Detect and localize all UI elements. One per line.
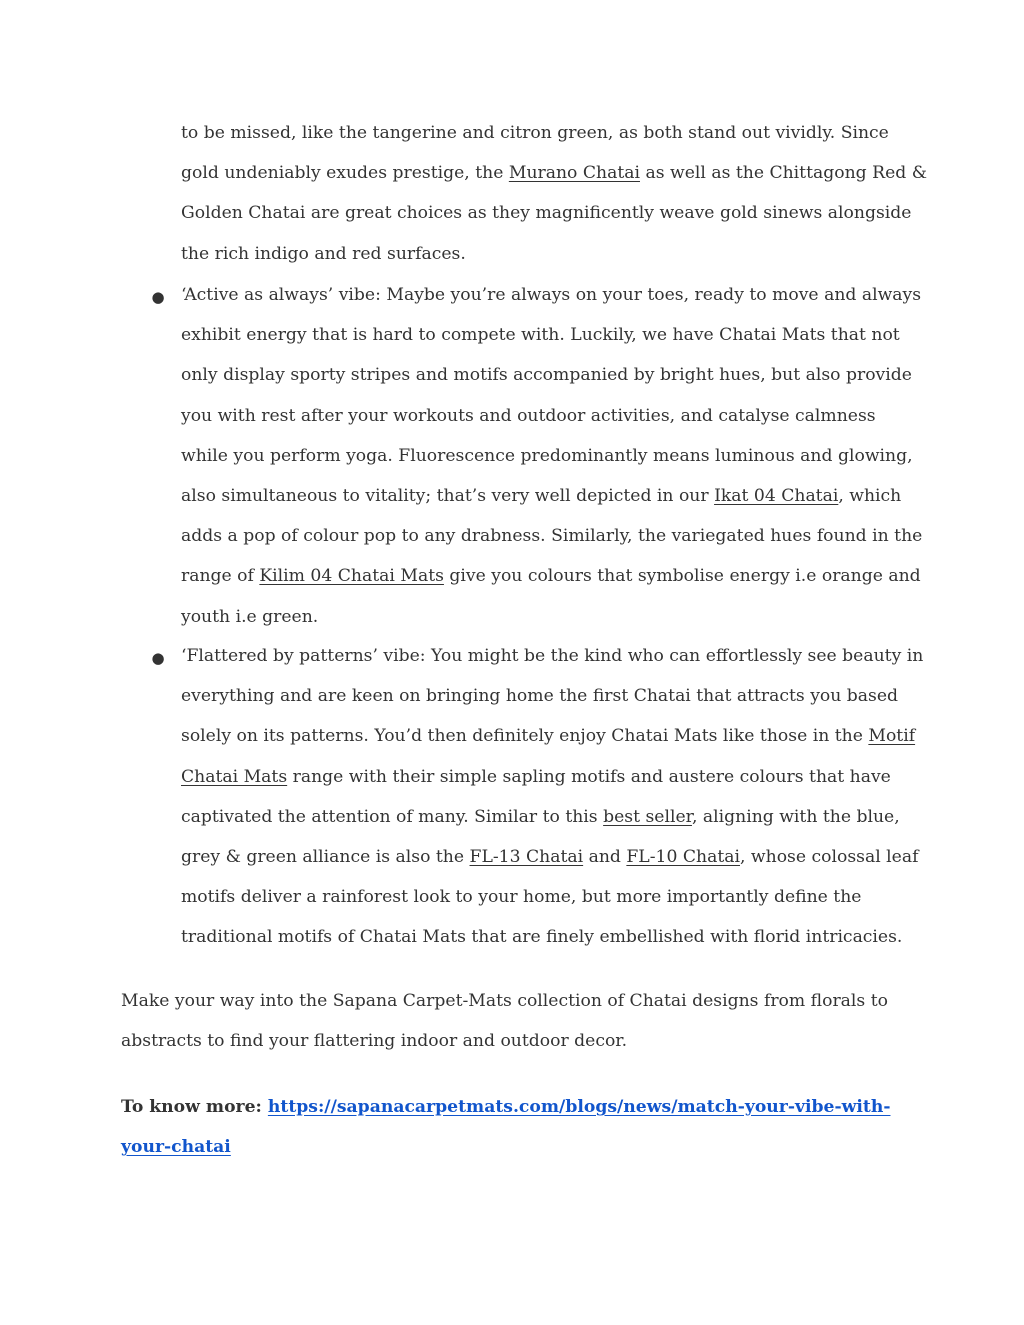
text-line: youth i.e green. <box>181 606 319 627</box>
text-line: Make your way into the Sapana Carpet-Mats collection of Chatai designs from florals to <box>121 991 888 1011</box>
text-line: you with rest after your workouts and outdoor activities, and catalyse calmness <box>181 405 876 426</box>
text-line: to be missed, like the tangerine and citron green, as both stand out vividly. Since <box>181 123 889 143</box>
text-run: , which <box>838 485 902 506</box>
text-line: ‘Active as always’ vibe: Maybe you’re always on your toes, ready to move and always <box>181 285 922 305</box>
text-line <box>181 476 921 516</box>
text-run: gold undeniably exudes prestige, the <box>181 163 509 184</box>
text-line <box>121 1127 921 1167</box>
link-motif-chatai-mats[interactable]: Motif <box>868 726 916 747</box>
link-fl-13-chatai[interactable]: FL-13 Chatai <box>469 846 584 867</box>
bullet-icon: ● <box>151 288 165 306</box>
text-run: give you colours that symbolise energy i.e orange and <box>443 566 921 587</box>
text-line: exhibit energy that is hard to compete with. Luckily, we have Chatai Mats that not <box>181 325 900 346</box>
know-more-section <box>121 1087 921 1167</box>
text-line: traditional motifs of Chatai Mats that are finely embellished with florid intricacies. <box>181 927 903 948</box>
text-run: and <box>583 846 627 867</box>
text-line: adds a pop of colour pop to any drabness. Similarly, the variegated hues found in the <box>181 526 923 547</box>
text-run: captivated the attention of many. Similar to this <box>181 806 604 827</box>
text-run: range with their simple sapling motifs and austere colours that have <box>287 766 891 787</box>
text-line <box>181 797 921 837</box>
text-run: grey & green alliance is also the <box>181 846 470 867</box>
bullet-flattered-by-patterns <box>181 636 924 958</box>
text-line: abstracts to find your flattering indoor and outdoor decor. <box>121 1031 628 1052</box>
paragraph-outro <box>121 981 921 1061</box>
text-line: Golden Chatai are great choices as they magnificently weave gold sinews alongside <box>181 203 912 224</box>
know-more-link-cont[interactable]: your-chatai <box>121 1137 231 1158</box>
text-run: range of <box>181 566 260 587</box>
know-more-label: To know more: <box>121 1097 268 1117</box>
text-line <box>181 716 921 756</box>
paragraph-gold-continuation <box>181 113 928 274</box>
know-more-link[interactable]: https://sapanacarpetmats.com/blogs/news/match-your-vibe-with- <box>267 1097 891 1117</box>
text-run: solely on its patterns. You’d then definitely enjoy Chatai Mats like those in the <box>181 726 869 747</box>
text-line <box>121 1087 921 1127</box>
text-run: also simultaneous to vitality; that’s very well depicted in our <box>181 485 715 506</box>
bullet-icon: ● <box>151 649 165 667</box>
text-line <box>181 837 921 877</box>
text-line: while you perform yoga. Fluorescence predominantly means luminous and glowing, <box>181 445 913 466</box>
text-line <box>181 153 928 193</box>
link-motif-chatai-mats-cont[interactable]: Chatai Mats <box>181 766 288 787</box>
text-run: as well as the Chittagong Red & <box>639 163 928 184</box>
bullet-active-as-always <box>181 275 921 637</box>
link-kilim-04-chatai-mats[interactable]: Kilim 04 Chatai Mats <box>259 566 444 587</box>
text-line: the rich indigo and red surfaces. <box>181 243 466 264</box>
text-line: everything and are keen on bringing home the first Chatai that attracts you based <box>181 686 899 707</box>
text-line <box>181 757 921 797</box>
text-run: , whose colossal leaf <box>739 846 919 867</box>
text-line <box>181 556 921 596</box>
text-line: motifs deliver a rainforest look to your home, but more importantly define the <box>181 887 862 908</box>
link-best-seller[interactable]: best seller <box>603 806 692 827</box>
link-murano-chatai[interactable]: Murano Chatai <box>508 163 640 184</box>
link-ikat-04-chatai[interactable]: Ikat 04 Chatai <box>714 485 839 506</box>
text-line: only display sporty stripes and motifs accompanied by bright hues, but also provide <box>181 365 912 386</box>
link-fl-10-chatai[interactable]: FL-10 Chatai <box>626 846 740 867</box>
text-run: , aligning with the blue, <box>691 806 900 827</box>
text-line: ‘Flattered by patterns’ vibe: You might be the kind who can effortlessly see beauty in <box>181 646 924 666</box>
